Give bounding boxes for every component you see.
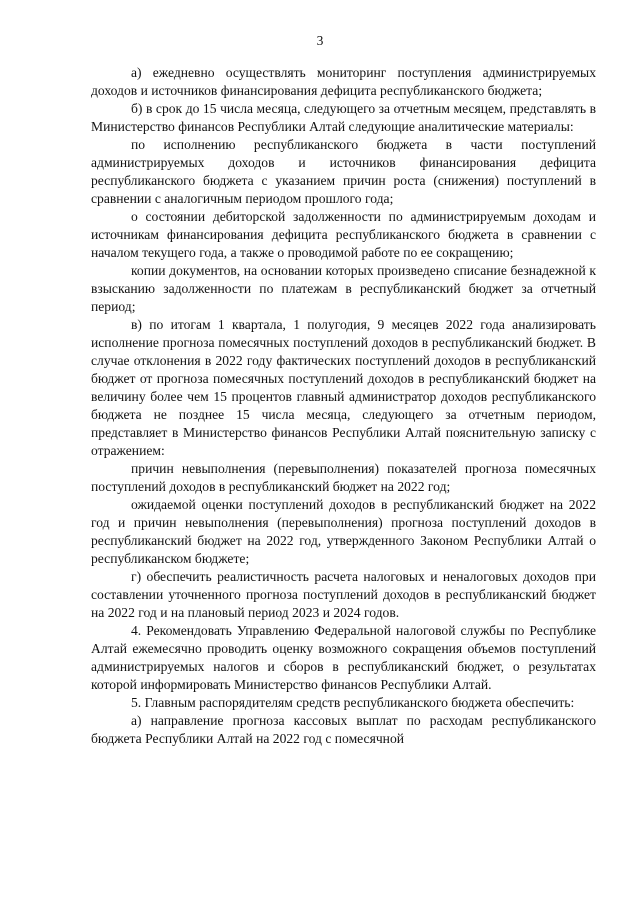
paragraph-budget-execution: по исполнению республиканского бюджета в части поступлений администрируемых доходов и источников финансирования дефицита республиканского бюджета с указанием причин роста (снижения) поступлений в сравнении с аналогичным периодом прошлого года; — [91, 137, 596, 206]
paragraph-item-v-forecast-analysis: в) по итогам 1 квартала, 1 полугодия, 9 месяцев 2022 года анализировать исполнение прогноза помесячных поступлений доходов в республиканский бюджет. В случае отклонения в 2022 году фактических поступлений доходов в республиканский бюджет от прогноза помесячных поступлений доходов в республиканский бюджет на величину более чем 15 процентов главный администратор доходов республиканского бюджета не позднее 15 числа месяца, следующего за отчетным периодом, представляет в Министерство финансов Республики Алтай пояснительную записку с отражением: — [91, 317, 596, 458]
paragraph-section-5-managers: 5. Главным распорядителям средств республиканского бюджета обеспечить: — [131, 695, 575, 710]
paragraph-non-fulfillment-reasons: причин невыполнения (перевыполнения) показателей прогноза помесячных поступлений доходов в республиканский бюджет на 2022 год; — [91, 461, 596, 494]
paragraph-document-copies: копии документов, на основании которых произведено списание безнадежной к взысканию задолженности по платежам в республиканский бюджет за отчетный период; — [91, 263, 596, 314]
paragraph-expected-estimate: ожидаемой оценки поступлений доходов в республиканский бюджет на 2022 год и причин невыполнения (перевыполнения) прогноза поступлений доходов в республиканский бюджет на 2022 год, утвержденного Законом Республики Алтай о республиканском бюджете; — [91, 497, 596, 566]
paragraph-receivables: о состоянии дебиторской задолженности по администрируемым доходам и источникам финансирования дефицита республиканского бюджета в сравнении с началом текущего года, а также о проводимой работе по ее сокращению; — [91, 209, 596, 260]
document-body — [91, 64, 596, 748]
page-number: 3 — [316, 33, 324, 48]
paragraph-item-b-analytics: б) в срок до 15 числа месяца, следующего за отчетным месяцем, представлять в Министерство финансов Республики Алтай следующие аналитические материалы: — [91, 101, 596, 134]
paragraph-item-a-cash-forecast: а) направление прогноза кассовых выплат по расходам республиканского бюджета Республики Алтай на 2022 год с помесячной — [91, 713, 596, 746]
paragraph-section-4-tax-service: 4. Рекомендовать Управлению Федеральной налоговой службы по Республике Алтай ежемесячно проводить оценку возможного сокращения объемов поступлений администрируемых налогов и сборов в республиканский бюджет, о результатах которой информировать Министерство финансов Республики Алтай. — [91, 623, 596, 692]
paragraph-item-a-monitoring: а) ежедневно осуществлять мониторинг поступления администрируемых доходов и источников финансирования дефицита республиканского бюджета; — [91, 65, 596, 98]
paragraph-item-g-realistic-calc: г) обеспечить реалистичность расчета налоговых и неналоговых доходов при составлении уточненного прогноза поступлений доходов в республиканский бюджет на 2022 год и на плановый период 2023 и 2024 годов. — [91, 569, 596, 620]
